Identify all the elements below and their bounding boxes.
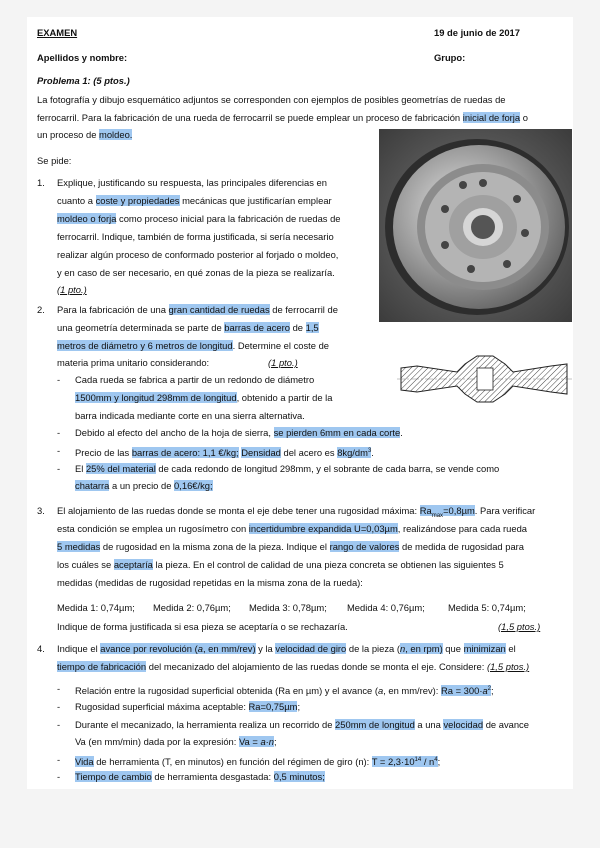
q4-bullet-4: Vida de herramienta (T, en minutos) en función del régimen de giro (n): $T = 2,3\cdot 10^{14} / n^4$;	[75, 756, 441, 768]
exam-title: EXAMEN	[37, 27, 78, 38]
q1-line-4: ferrocarril. Indique, también de forma justificada, si sería necesario	[57, 231, 334, 242]
q2-points: (1 pto.)	[268, 357, 298, 368]
q3-line-1: El alojamiento de las ruedas donde se monta el eje debe tener una rugosidad máxima: $Ra_{max}=0,8\mu m$. Para verificar	[57, 505, 536, 519]
highlight-ramax: $Ra_{max}=0,8\mu m$	[419, 505, 475, 519]
exam-page	[27, 17, 573, 789]
problem-title: Problema 1: (5 ptos.)	[37, 75, 130, 86]
highlight-016: 0,16€/kg;	[174, 480, 213, 491]
highlight-gran-cantidad: gran cantidad de ruedas	[168, 304, 270, 315]
q2-line-1: Para la fabricación de una gran cantidad de ruedas de ferrocarril de	[57, 304, 338, 315]
q4-bullet-3-line-1: Durante el mecanizado, la herramienta realiza un recorrido de 250mm de longitud a una velocidad de avance	[75, 719, 529, 730]
q3-number: 3.	[37, 505, 45, 516]
q2-bullet-1-line-3: barra indicada mediante corte en una sierra alternativa.	[75, 410, 305, 421]
q2-line-4: materia prima unitario considerando:	[57, 357, 210, 368]
highlight-6mm: se pierden 6mm en cada corte	[273, 427, 401, 438]
q2-bullet-4-line-1: El 25% del material de cada redondo de longitud 298mm, y el sobrante de cada barra, se vende como	[75, 463, 500, 474]
q1-line-2: cuanto a coste y propiedades mecánicas que justificarían emplear	[57, 195, 332, 206]
highlight-ra-075: Ra=0,75µm	[248, 701, 298, 712]
q3-line-2: esta condición se emplea un rugosímetro con incertidumbre expandida U=0,03µm, realizándose para cada rueda	[57, 523, 528, 534]
highlight-aceptaria: aceptaría	[113, 559, 153, 570]
group-label: Grupo:	[434, 52, 466, 63]
q2-bullet-3: Precio de las barras de acero: 1,1 €/kg; Densidad del acero es $8kg/dm^3$.	[75, 447, 374, 459]
bullet-marker: -	[57, 719, 61, 730]
highlight-5-medidas: 5 medidas	[57, 541, 101, 552]
q3-measure-1: Medida 1: 0,74µm;	[57, 602, 135, 613]
q3-measure-5: Medida 5: 0,74µm;	[448, 602, 526, 613]
highlight-vida: Vida	[75, 756, 94, 768]
q2-line-3: metros de diámetro y 6 metros de longitud. Determine el coste de	[57, 340, 330, 351]
highlight-moldeo-forja: moldeo o forja	[57, 213, 117, 224]
highlight-tiempo-cambio: Tiempo de cambio	[75, 771, 152, 782]
highlight-minimizan: minimizan	[463, 643, 506, 654]
q3-measure-3: Medida 3: 0,78µm;	[249, 602, 327, 613]
wheel-section-drawing	[397, 342, 572, 417]
se-pide: Se pide:	[37, 155, 72, 166]
highlight-tiempo-fabricacion: tiempo de fabricación	[57, 661, 147, 672]
q2-bullet-1-line-1: Cada rueda se fabrica a partir de un redondo de diámetro	[75, 374, 315, 385]
q1-points: (1 pto.)	[57, 284, 87, 295]
q3-line-4: los cuáles se aceptaría la pieza. En el control de calidad de una pieza concreta se obtienen las siguientes 5	[57, 559, 504, 570]
q3-measure-2: Medida 2: 0,76µm;	[153, 602, 231, 613]
q1-number: 1.	[37, 177, 45, 188]
q3-line-5: medidas (medidas de rugosidad repetidas en la misma zona de la rueda):	[57, 577, 363, 588]
highlight-dimensiones: metros de diámetro y 6 metros de longitud	[57, 340, 233, 351]
highlight-velocidad-avance: velocidad	[443, 719, 484, 730]
q4-bullet-3-line-2: Va (en mm/min) dada por la expresión: Va = a·n;	[75, 736, 277, 747]
highlight-incertidumbre: incertidumbre expandida U=0,03µm	[248, 523, 398, 534]
highlight-25: 25% del material	[85, 463, 156, 474]
q1-line-5: realizar algún proceso de conformado posterior al forjado o moldeo,	[57, 249, 339, 260]
highlight-250mm: 250mm de longitud	[335, 719, 415, 730]
bullet-marker: -	[57, 683, 61, 694]
q3-line-3: 5 medidas de rugosidad en la misma zona de la pieza. Indique el rango de valores de medida de rugosidad para	[57, 541, 524, 552]
name-label: Apellidos y nombre:	[37, 52, 128, 63]
q2-line-2: una geometría determinada se parte de barras de acero de 1,5	[57, 322, 319, 333]
highlight-velocidad: velocidad de giro	[275, 643, 347, 654]
bullet-marker: -	[57, 754, 61, 765]
exam-date: 19 de junio de 2017	[434, 27, 520, 38]
highlight-redondo: 1500mm y longitud 298mm de longitud	[75, 392, 237, 403]
q3-points: (1,5 ptos.)	[498, 621, 541, 632]
highlight-precio: barras de acero: 1,1 €/kg;	[131, 447, 239, 459]
wheel-photo	[379, 129, 572, 322]
q4-bullet-2: Rugosidad superficial máxima aceptable: Ra=0,75µm;	[75, 701, 301, 712]
bullet-marker: -	[57, 463, 61, 474]
q2-bullet-2: Debido al efecto del ancho de la hoja de sierra, se pierden 6mm en cada corte.	[75, 427, 403, 438]
q4-bullet-5: Tiempo de cambio de herramienta desgastada: 0,5 minutos;	[75, 771, 325, 782]
q2-bullet-1-line-2: 1500mm y longitud 298mm de longitud, obtenido a partir de la	[75, 392, 333, 403]
bullet-marker: -	[57, 374, 61, 385]
q1-line-3: moldeo o forja como proceso inicial para la fabricación de ruedas de	[57, 213, 341, 224]
bullet-marker: -	[57, 771, 61, 782]
q1-line-6: y en caso de ser necesario, en qué zonas de la pieza se realizaría.	[57, 267, 335, 278]
q1-line-1: Explique, justificando su respuesta, las principales diferencias en	[57, 177, 327, 188]
highlight-avance: avance por revolución (a, en mm/rev)	[100, 643, 256, 654]
highlight-densidad: Densidad	[241, 447, 281, 459]
intro-line-3: un proceso de moldeo.	[37, 129, 133, 140]
bullet-marker: -	[57, 445, 61, 456]
highlight-t-formula: $T = 2,3\cdot 10^{14} / n^4$	[371, 756, 438, 768]
q4-bullet-1: Relación entre la rugosidad superficial obtenida (Ra en µm) y el avance (a, en mm/rev): $Ra = 300\cdot a^2$;	[75, 685, 494, 697]
highlight-forja: inicial de forja	[462, 112, 521, 123]
highlight-va-formula: Va = a·n	[238, 736, 274, 747]
q3-line-7: Indique de forma justificada si esa pieza se aceptaría o se rechazaría.	[57, 621, 348, 632]
bullet-marker: -	[57, 701, 61, 712]
q2-bullet-4-line-2: chatarra a un precio de 0,16€/kg;	[75, 480, 213, 491]
intro-line-1: La fotografía y dibujo esquemático adjuntos se corresponden con ejemplos de posibles geometrías de ruedas de	[37, 94, 506, 105]
highlight-chatarra: chatarra	[75, 480, 110, 491]
highlight-ra-formula: $Ra = 300\cdot a^2$	[441, 685, 492, 697]
q3-measure-4: Medida 4: 0,76µm;	[347, 602, 425, 613]
q4-line-2: tiempo de fabricación del mecanizado del alojamiento de las ruedas donde se monta el eje. Considere: (1,5 ptos.)	[57, 661, 530, 672]
highlight-rango: rango de valores	[329, 541, 400, 552]
q4-line-1: Indique el avance por revolución (a, en mm/rev) y la velocidad de giro de la pieza (n, en rpm) que minimizan el	[57, 643, 516, 654]
highlight-coste: coste y propiedades	[95, 195, 180, 206]
highlight-moldeo: moldeo.	[99, 129, 133, 140]
highlight-05-minutos: 0,5 minutos;	[273, 771, 325, 782]
bullet-marker: -	[57, 427, 61, 438]
q2-number: 2.	[37, 304, 45, 315]
highlight-barras: barras de acero	[224, 322, 290, 333]
intro-line-2: ferrocarril. Para la fabricación de una rueda de ferrocarril se puede emplear un proceso de fabricación inicial de forja o	[37, 112, 528, 123]
q4-number: 4.	[37, 643, 45, 654]
